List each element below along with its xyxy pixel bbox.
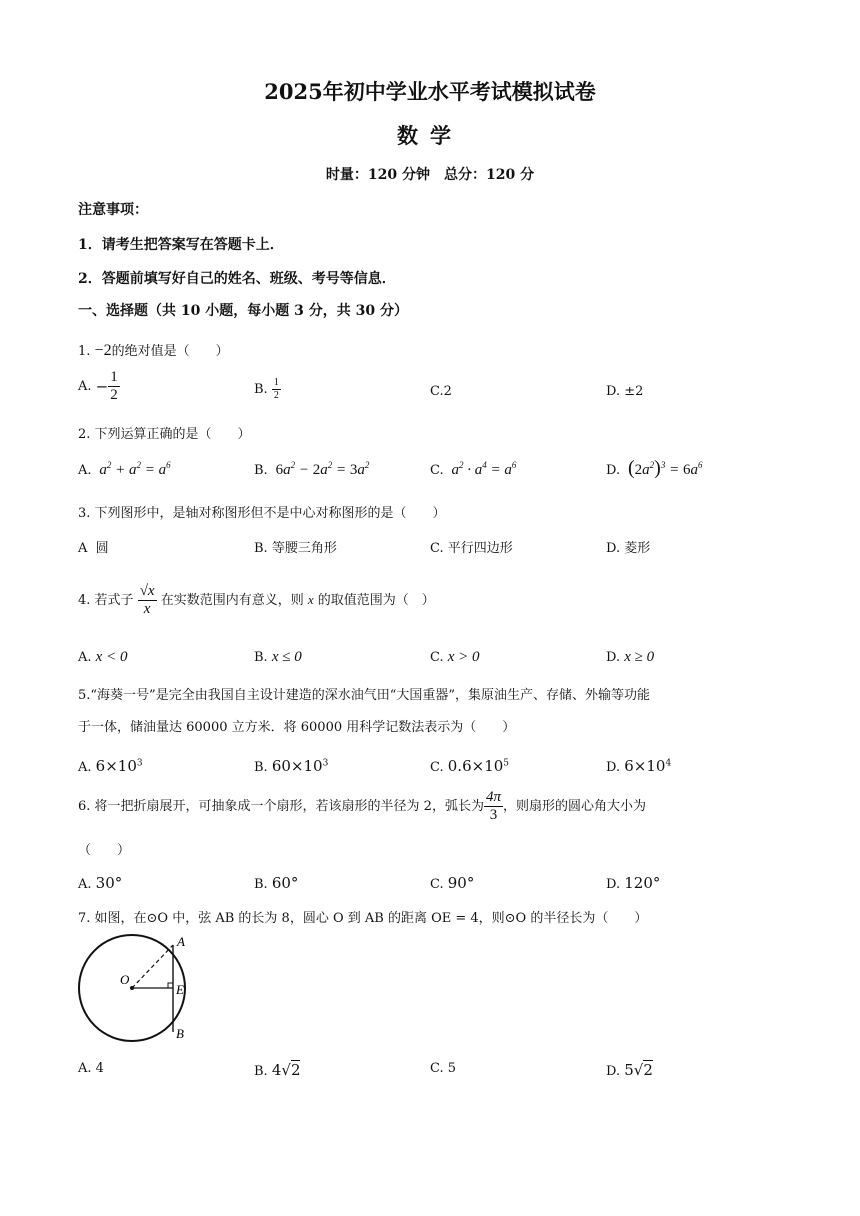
option-5a[interactable]: A. $6\times 10^3$ bbox=[78, 757, 143, 775]
option-5c[interactable]: C. $0.6\times 10^5$ bbox=[430, 757, 510, 775]
label-o: O bbox=[120, 972, 130, 987]
note-item: 2．答题前填写好自己的姓名、班级、考号等信息． bbox=[78, 271, 396, 287]
question-6-stem-line2: （ ） bbox=[78, 843, 131, 858]
question-1-stem: 1. −2的绝对值是（ ） bbox=[78, 342, 229, 359]
option-5d[interactable]: D. $6\times 10^4$ bbox=[606, 757, 672, 775]
exam-title: 2025年初中学业水平考试模拟试卷 bbox=[264, 79, 596, 104]
option-7a[interactable]: A. 4 bbox=[78, 1061, 104, 1076]
option-1d[interactable]: D. ±2 bbox=[606, 384, 644, 399]
option-6b[interactable]: B. 60° bbox=[254, 874, 299, 892]
option-1a[interactable]: A. − $\frac{1}{2}$ bbox=[78, 369, 118, 403]
label-b: B bbox=[176, 1026, 184, 1041]
option-2c[interactable]: C. $a^2 \cdot a^4 = a^6$ bbox=[430, 460, 517, 478]
option-3a[interactable]: A 圆 bbox=[78, 541, 109, 556]
question-5-stem-line2: 于一体，储油量达 60000 立方米．将 60000 用科学记数法表示为（ ） bbox=[78, 720, 516, 735]
option-3b[interactable]: B. 等腰三角形 bbox=[254, 541, 337, 556]
right-angle-mark bbox=[168, 983, 173, 988]
option-6a[interactable]: A. 30° bbox=[78, 874, 123, 892]
circle-figure bbox=[76, 932, 201, 1044]
label-e: E bbox=[176, 982, 184, 997]
option-6d[interactable]: D. 120° bbox=[606, 874, 661, 892]
label-a: A bbox=[177, 934, 185, 949]
option-1c[interactable]: C.2 bbox=[430, 384, 452, 399]
note-item: 1．请考生把答案写在答题卡上． bbox=[78, 237, 284, 253]
exam-meta: 时量：120 分钟 总分：120 分 bbox=[325, 167, 535, 183]
segment-oa bbox=[132, 945, 173, 988]
option-5b[interactable]: B. $60\times 10^3$ bbox=[254, 757, 329, 775]
option-4d[interactable]: D. x ≥ 0 bbox=[606, 649, 655, 665]
option-7d[interactable]: D. 5√2 bbox=[606, 1061, 653, 1079]
option-6c[interactable]: C. 90° bbox=[430, 874, 475, 892]
question-3-stem: 3. 下列图形中，是轴对称图形但不是中心对称图形的是（ ） bbox=[78, 506, 446, 521]
option-1b[interactable]: B. $\frac{1}{2}$ bbox=[254, 377, 279, 401]
center-dot bbox=[130, 986, 134, 990]
question-7-stem: 7. 如图，在⊙O 中，弦 AB 的长为 8，圆心 O 到 AB 的距离 OE = 4，则⊙O 的半径长为（ ） bbox=[78, 911, 648, 926]
option-2a[interactable]: A. $a^2 + a^2 = a^6$ bbox=[78, 460, 171, 478]
option-7b[interactable]: B. 4√2 bbox=[254, 1061, 301, 1079]
question-6-stem: 6. 将一把折扇展开，可抽象成一个扇形，若该扇形的半径为 2，弧长为 $\frac{4\pi}{3}$ ，则扇形的圆心角大小为 bbox=[78, 789, 646, 823]
subject-title: 数学 bbox=[397, 123, 463, 148]
notes-heading: 注意事项： bbox=[78, 202, 148, 218]
option-2b[interactable]: B. $6a^2 - 2a^2 = 3a^2$ bbox=[254, 460, 370, 478]
question-2-stem: 2. 下列运算正确的是（ ） bbox=[78, 427, 251, 442]
option-3d[interactable]: D. 菱形 bbox=[606, 541, 651, 556]
section-heading: 一、选择题（共 10 小题，每小题 3 分，共 30 分） bbox=[78, 303, 408, 319]
option-2d[interactable]: D. $(2a^2)^3 = 6a^6$ bbox=[606, 457, 703, 479]
option-7c[interactable]: C. 5 bbox=[430, 1061, 457, 1076]
question-5-stem-line1: 5.“海葵一号”是完全由我国自主设计建造的深水油气田“大国重器”，集原油生产、存储、外输等功能 bbox=[78, 688, 650, 703]
option-4a[interactable]: A. x < 0 bbox=[78, 649, 128, 665]
option-4c[interactable]: C. x > 0 bbox=[430, 649, 480, 665]
option-3c[interactable]: C. 平行四边形 bbox=[430, 541, 513, 556]
question-4-stem: 4. 若式子 $\frac{√x}{x}$ 在实数范围内有意义，则 x 的取值范围为（ ） bbox=[78, 583, 435, 617]
option-4b[interactable]: B. x ≤ 0 bbox=[254, 649, 302, 665]
